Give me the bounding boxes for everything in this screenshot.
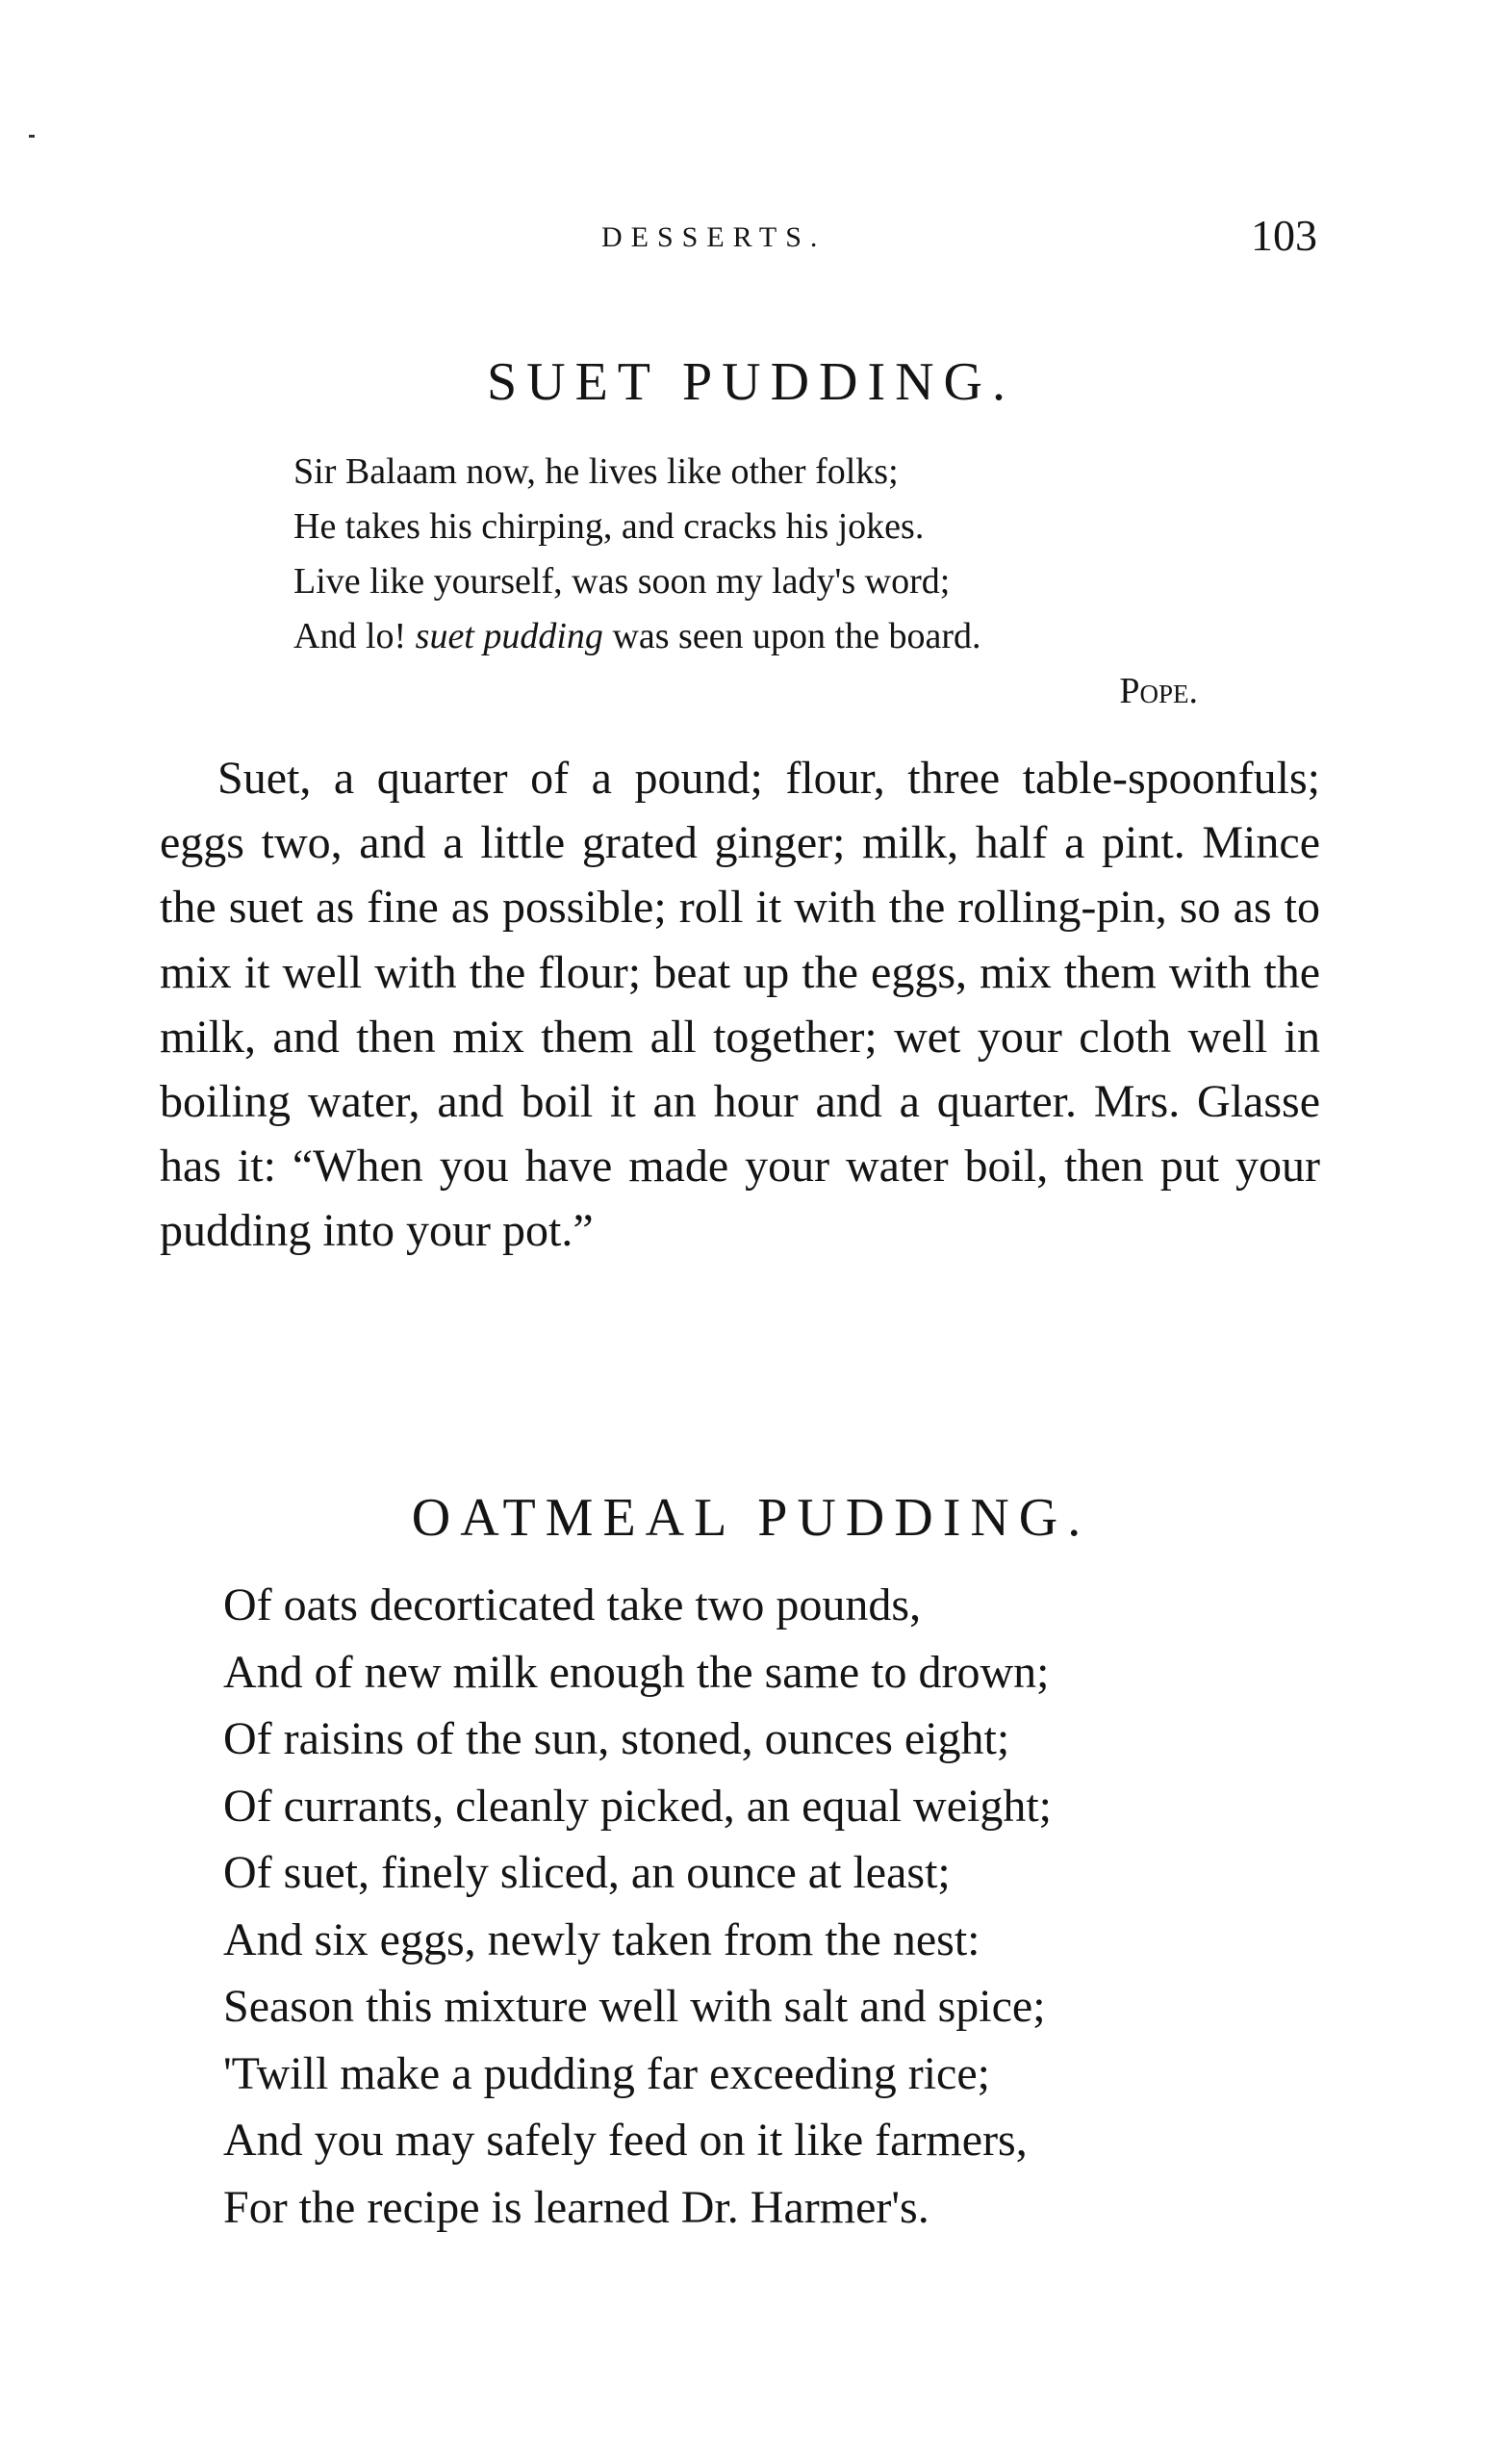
epigraph-line: Live like yourself, was soon my lady's word;: [293, 561, 951, 602]
poem-line: 'Twill make a pudding far exceeding rice;: [223, 2047, 990, 2099]
epigraph-text: And lo!: [293, 616, 416, 656]
epigraph-line: He takes his chirping, and cracks his jokes.: [293, 506, 925, 547]
poem-line: For the recipe is learned Dr. Harmer's.: [223, 2181, 929, 2233]
epigraph-attribution: Pope.: [1119, 671, 1198, 711]
running-head: DESSERTS.: [601, 221, 827, 253]
epigraph-line: [293, 609, 1217, 664]
epigraph-text: was seen upon the board.: [602, 616, 981, 656]
poem-line: And of new milk enough the same to drown;: [223, 1646, 1050, 1698]
poem-line: And six eggs, newly taken from the nest:: [223, 1913, 980, 1965]
poem-line: Season this mixture well with salt and spice;: [223, 1981, 1046, 2032]
stray-ink-mark: [29, 135, 35, 138]
page-number: 103: [1251, 211, 1317, 260]
recipe-paragraph: Suet, a quarter of a pound; flour, three table-spoonfuls; eggs two, and a little grated ginger; milk, half a pint. Mince the suet as fine as possible; roll it with the rolling-pin, so as to mix it well with the flour; beat up the eggs, mix them with the milk, and then mix them all together; wet your cloth well in boiling water, and boil it an hour and a quarter. Mrs. Glasse has it: “When you have made your water boil, then put your pudding into your pot.”: [160, 753, 1320, 1257]
poem-line: Of currants, cleanly picked, an equal weight;: [223, 1780, 1052, 1832]
epigraph-italic-text: suet pudding: [415, 616, 603, 656]
epigraph: [293, 445, 1217, 719]
poem-line: Of oats decorticated take two pounds,: [223, 1579, 922, 1630]
poem-line: Of suet, finely sliced, an ounce at least;: [223, 1847, 951, 1898]
section-title-suet-pudding: SUET PUDDING.: [487, 352, 1015, 412]
poem-line: Of raisins of the sun, stoned, ounces eight;: [223, 1713, 1010, 1764]
section-title-oatmeal-pudding: OATMEAL PUDDING.: [411, 1488, 1091, 1548]
poem-line: And you may safely feed on it like farmers,: [223, 2115, 1028, 2166]
epigraph-line: Sir Balaam now, he lives like other folks;: [293, 451, 899, 492]
recipe-poem: [223, 1572, 1052, 2241]
